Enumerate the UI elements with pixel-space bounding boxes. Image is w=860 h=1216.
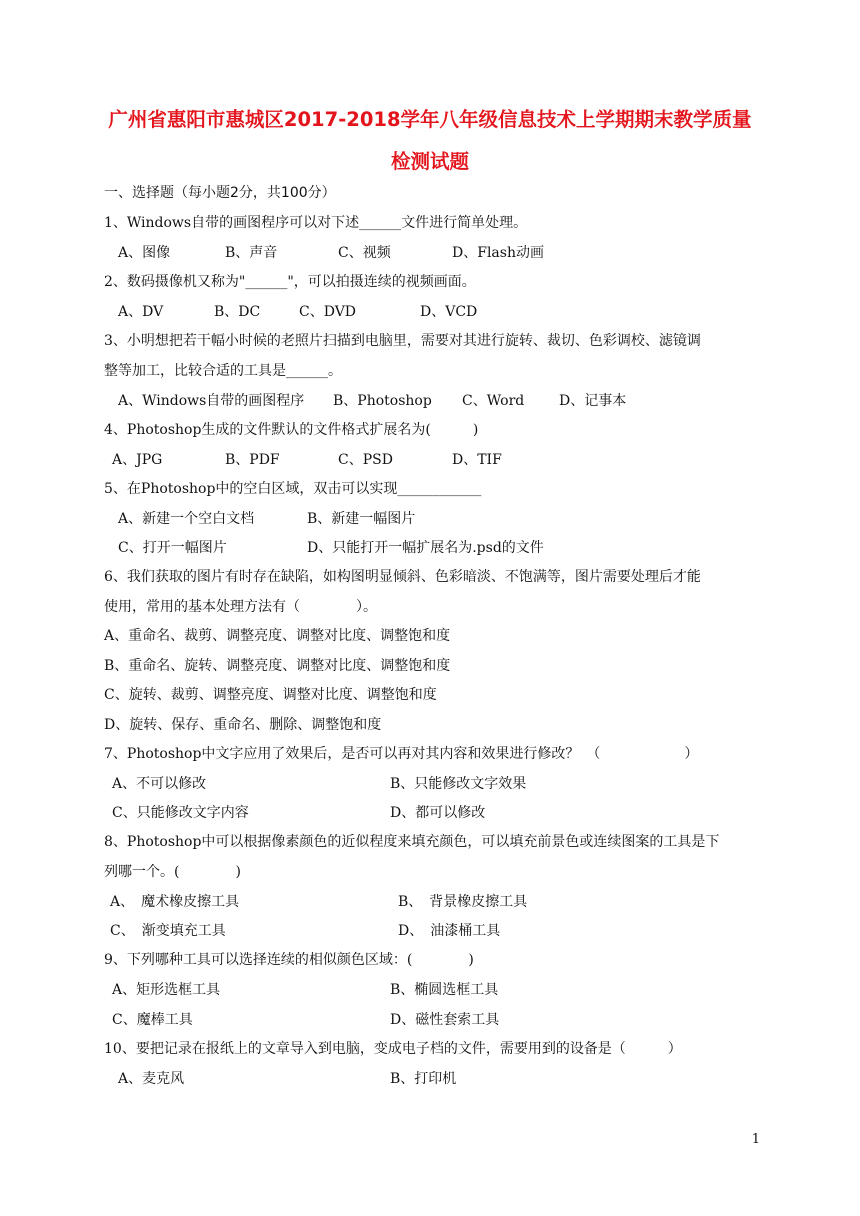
q5-option-a: A、新建一个空白文档 xyxy=(118,511,255,527)
q1-option-c: C、视频 xyxy=(338,245,391,261)
q9-option-c: C、魔棒工具 xyxy=(112,1012,193,1028)
q3-option-a: A、Windows自带的画图程序 xyxy=(118,393,305,409)
section-heading: 一、选择题（每小题2分，共100分） xyxy=(104,185,336,201)
q6-option-c: C、旋转、裁剪、调整亮度、调整对比度、调整饱和度 xyxy=(104,687,437,703)
q6-option-b: B、重命名、旋转、调整亮度、调整对比度、调整饱和度 xyxy=(104,658,451,674)
q6-option-d: D、旋转、保存、重命名、删除、调整饱和度 xyxy=(104,717,382,733)
q7-option-c: C、只能修改文字内容 xyxy=(112,805,249,821)
q10-option-a: A、麦克风 xyxy=(118,1071,185,1087)
q6-option-a: A、重命名、裁剪、调整亮度、调整对比度、调整饱和度 xyxy=(104,628,451,644)
q3-option-b: B、Photoshop xyxy=(333,393,432,409)
question-7-stem: 7、Photoshop中文字应用了效果后，是否可以再对其内容和效果进行修改？ （ ） xyxy=(104,746,699,762)
question-3-stem-line2: 整等加工，比较合适的工具是______。 xyxy=(104,363,342,379)
q2-option-a: A、DV xyxy=(118,304,164,320)
question-3-stem-line1: 3、小明想把若干幅小时候的老照片扫描到电脑里，需要对其进行旋转、裁切、色彩调校、滤镜调 xyxy=(104,333,701,349)
q8-option-a: A、 魔术橡皮擦工具 xyxy=(110,894,240,910)
q8-option-c: C、 渐变填充工具 xyxy=(110,923,226,939)
q5-option-d: D、只能打开一幅扩展名为.psd的文件 xyxy=(307,540,544,556)
q3-option-c: C、Word xyxy=(462,393,525,409)
q1-option-b: B、声音 xyxy=(225,245,278,261)
question-10-stem: 10、要把记录在报纸上的文章导入到电脑，变成电子档的文件，需要用到的设备是（ ） xyxy=(104,1041,682,1057)
q4-option-c: C、PSD xyxy=(338,452,393,468)
exam-title-line2: 检测试题 xyxy=(390,150,469,173)
q7-option-d: D、都可以修改 xyxy=(390,805,486,821)
q1-option-a: A、图像 xyxy=(118,245,171,261)
q3-option-d: D、记事本 xyxy=(559,393,627,409)
q4-option-b: B、PDF xyxy=(225,452,280,468)
question-9-stem: 9、下列哪种工具可以选择连续的相似颜色区域：( ) xyxy=(104,952,474,968)
q5-option-c: C、打开一幅图片 xyxy=(118,540,227,556)
exam-title-line1: 广州省惠阳市惠城区2017-2018学年八年级信息技术上学期期末教学质量 xyxy=(108,108,752,131)
question-8-stem-line2: 列哪一个。( ) xyxy=(104,864,241,880)
q9-option-b: B、椭圆选框工具 xyxy=(390,982,499,998)
q5-option-b: B、新建一幅图片 xyxy=(307,511,416,527)
q4-option-a: A、JPG xyxy=(112,452,163,468)
q1-option-d: D、Flash动画 xyxy=(452,245,544,261)
question-1-stem: 1、Windows自带的画图程序可以对下述______文件进行简单处理。 xyxy=(104,215,528,231)
question-4-stem: 4、Photoshop生成的文件默认的文件格式扩展名为( ) xyxy=(104,422,479,438)
page-number: 1 xyxy=(751,1132,760,1147)
q8-option-b: B、 背景橡皮擦工具 xyxy=(398,894,528,910)
q9-option-d: D、磁性套索工具 xyxy=(390,1012,500,1028)
question-8-stem-line1: 8、Photoshop中可以根据像素颜色的近似程度来填充颜色，可以填充前景色或连续图案的工具是下 xyxy=(104,834,720,850)
q7-option-b: B、只能修改文字效果 xyxy=(390,776,527,792)
q9-option-a: A、矩形选框工具 xyxy=(112,982,221,998)
question-6-stem-line1: 6、我们获取的图片有时存在缺陷，如构图明显倾斜、色彩暗淡、不饱满等，图片需要处理后才能 xyxy=(104,569,701,585)
q4-option-d: D、TIF xyxy=(452,452,502,468)
q2-option-d: D、VCD xyxy=(420,304,478,320)
q2-option-b: B、DC xyxy=(214,304,261,320)
q7-option-a: A、不可以修改 xyxy=(112,776,207,792)
q8-option-d: D、 油漆桶工具 xyxy=(398,923,501,939)
q2-option-c: C、DVD xyxy=(299,304,357,320)
q10-option-b: B、打印机 xyxy=(390,1071,457,1087)
question-6-stem-line2: 使用，常用的基本处理方法有（ ）。 xyxy=(104,599,377,615)
question-2-stem: 2、数码摄像机又称为"______"，可以拍摄连续的视频画面。 xyxy=(104,274,476,290)
question-5-stem: 5、在Photoshop中的空白区域，双击可以实现____________ xyxy=(104,481,482,497)
